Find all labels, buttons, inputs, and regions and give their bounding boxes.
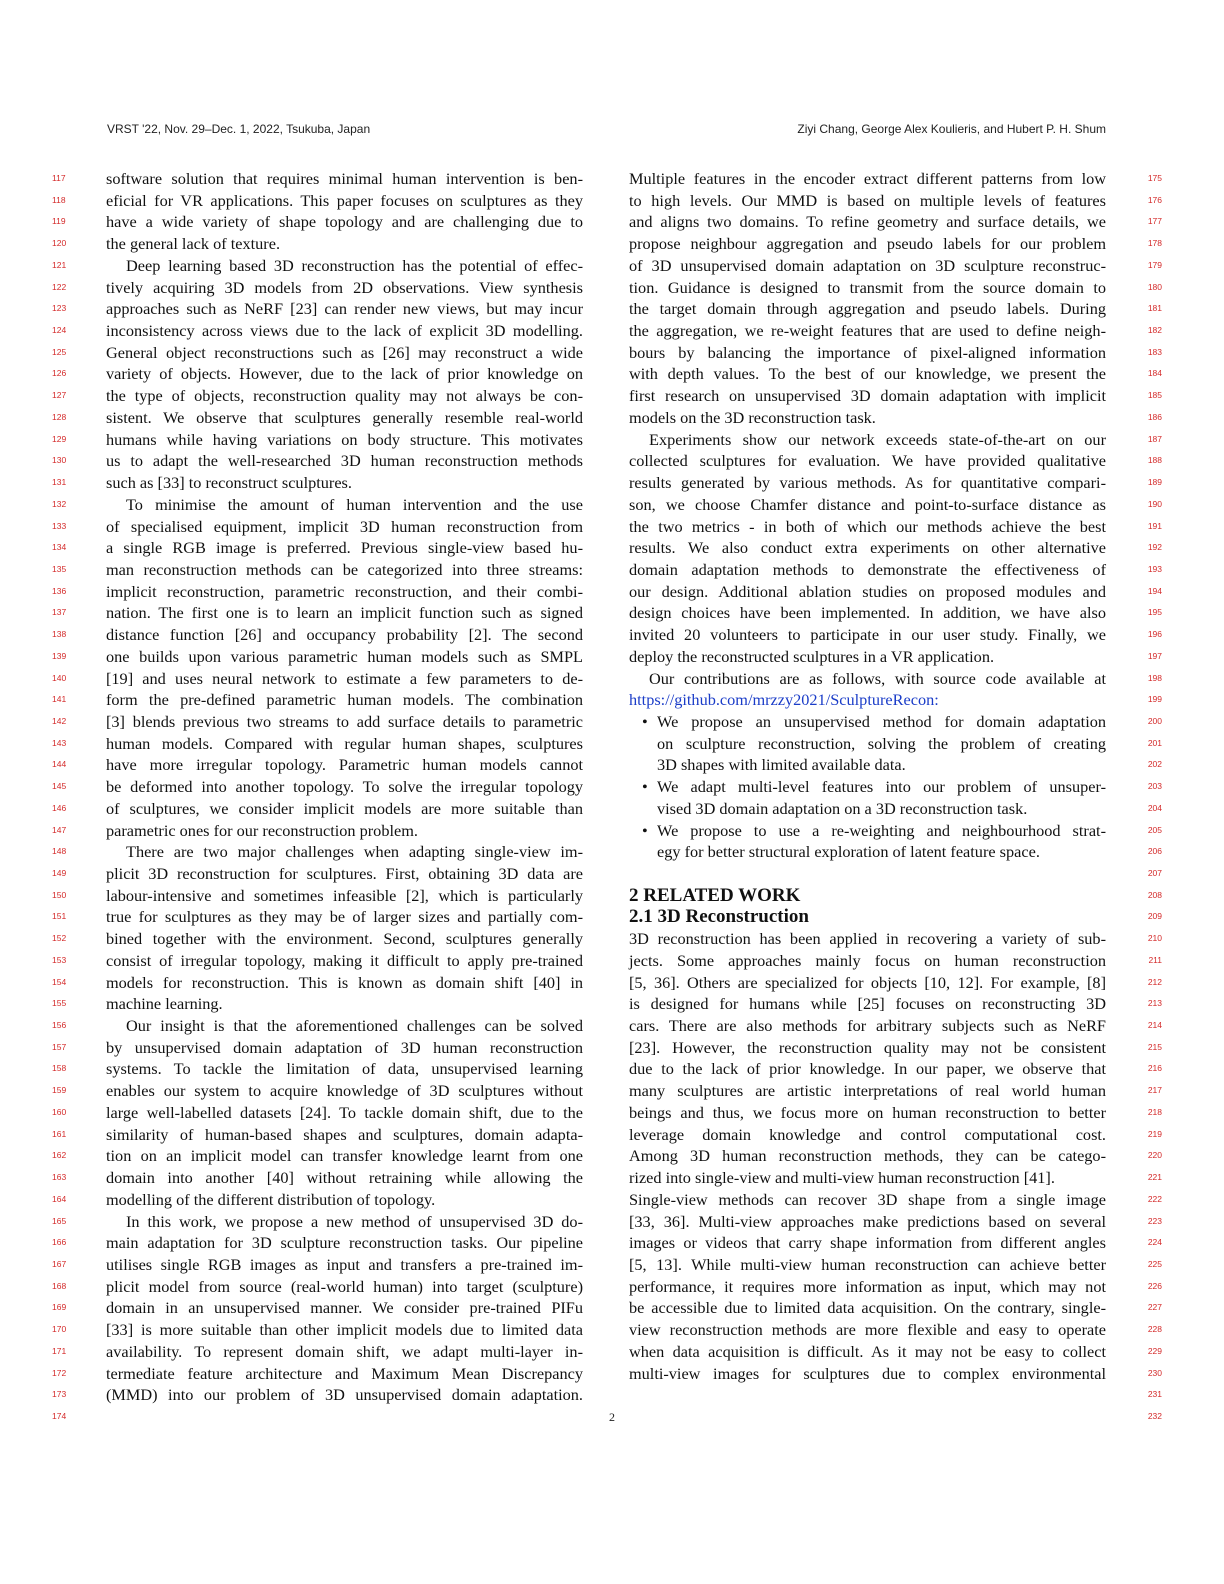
line-number: 225 [1147,1258,1162,1269]
line-number: 121 [52,259,67,270]
subsection-heading: 2.1 3D Reconstruction [629,906,809,928]
line-number: 141 [52,694,67,705]
source-code-link[interactable]: https://github.com/mrzzy2021/SculptureRecon: [629,690,939,710]
line-number: 174 [52,1410,67,1421]
line-number: 215 [1147,1041,1162,1052]
line-number: 199 [1147,694,1162,705]
line-number: 128 [52,411,67,422]
bullet-item [629,776,1106,798]
line-number: 165 [52,1215,67,1226]
line-number: 221 [1147,1172,1162,1183]
line-number: 167 [52,1258,67,1269]
line-number: 187 [1147,433,1162,444]
text-line: with depth values. To the best of our knowledge, we present the [629,364,1106,384]
spacer-line [629,863,1106,885]
text-line: one builds upon various parametric human models such as SMPL [106,646,583,666]
text-line: due to the lack of prior knowledge. In our paper, we observe that [629,1059,1106,1079]
text-line: bined together with the environment. Second, sculptures generally [106,929,583,949]
line-number: 212 [1147,976,1162,987]
text-line: General object reconstructions such as [26] may reconstruct a wide [106,342,583,362]
text-line: and aligns two domains. To refine geometry and surface details, we [629,212,1106,232]
line-number: 176 [1147,194,1162,205]
line-number: 142 [52,715,67,726]
bullet-text: We propose an unsupervised method for domain adaptation [657,711,1106,731]
line-number: 140 [52,672,67,683]
text-line: labour-intensive and sometimes infeasible [2], which is particularly [106,885,583,905]
line-number: 136 [52,585,67,596]
text-line: man reconstruction methods can be categorized into three streams: [106,559,583,579]
text-line: tively acquiring 3D models from 2D observations. View synthesis [106,277,583,297]
text-line: parametric ones for our reconstruction problem. [106,820,418,840]
line-number: 180 [1147,281,1162,292]
text-line: vised 3D domain adaptation on a 3D reconstruction task. [657,798,1028,818]
line-number: 197 [1147,650,1162,661]
text-line: is designed for humans while [25] focuses on reconstructing 3D [629,994,1106,1014]
line-number: 218 [1147,1106,1162,1117]
line-number: 161 [52,1128,67,1139]
text-line: collected sculptures for evaluation. We have provided qualitative [629,451,1106,471]
text-line: us to adapt the well-researched 3D human reconstruction methods [106,451,583,471]
text-line: [19] and uses neural network to estimate a few parameters to de- [106,668,583,688]
line-number: 192 [1147,542,1162,553]
text-line: to high levels. Our MMD is based on multiple levels of features [629,190,1106,210]
line-number: 168 [52,1280,67,1291]
line-number: 166 [52,1237,67,1248]
line-number: 122 [52,281,67,292]
text-line: utilises single RGB images as input and transfers a pre-trained im- [106,1254,583,1274]
text-line: [5, 13]. While multi-view human reconstruction can achieve better [629,1254,1106,1274]
bullet-item [629,711,1106,733]
text-line: a single RGB image is preferred. Previous single-view based hu- [106,538,583,558]
text-line: domain in an unsupervised manner. We consider pre-trained PIFu [106,1298,583,1318]
text-line: Our contributions are as follows, with source code available at [649,668,1106,688]
text-line: images or videos that carry shape information from different angles [629,1233,1106,1253]
line-number: 184 [1147,368,1162,379]
line-number: 134 [52,542,67,553]
text-line: have more irregular topology. Parametric human models cannot [106,755,583,775]
line-number: 200 [1147,715,1162,726]
text-line: cars. There are also methods for arbitrary subjects such as NeRF [629,1016,1106,1036]
line-number: 190 [1147,498,1162,509]
line-number: 191 [1147,520,1162,531]
bullet-icon: • [642,711,648,731]
line-number: 152 [52,933,67,944]
text-line: 3D shapes with limited available data. [657,755,906,775]
line-number: 194 [1147,585,1162,596]
line-number: 135 [52,563,67,574]
line-number: 196 [1147,629,1162,640]
text-line: Among 3D human reconstruction methods, they can be catego- [629,1146,1106,1166]
line-number: 222 [1147,1193,1162,1204]
line-number: 205 [1147,824,1162,835]
line-number: 146 [52,802,67,813]
text-line: similarity of human-based shapes and sculptures, domain adapta- [106,1124,583,1144]
text-line: multi-view images for sculptures due to complex environmental [629,1363,1106,1383]
text-line: plicit model from source (real-world human) into target (sculpture) [106,1276,583,1296]
text-line: the target domain through aggregation and pseudo labels. During [629,299,1106,319]
line-number: 119 [52,216,66,227]
text-line: son, we choose Chamfer distance and point-to-surface distance as [629,494,1106,514]
text-line: beings and thus, we focus more on human reconstruction to better [629,1102,1106,1122]
text-line: of sculptures, we consider implicit models are more suitable than [106,798,583,818]
text-line: eficial for VR applications. This paper focuses on sculptures as they [106,190,583,210]
line-number: 175 [1147,173,1162,183]
text-line: have a wide variety of shape topology and are challenging due to [106,212,583,232]
line-number: 118 [52,194,66,205]
text-line: view reconstruction methods are more flexible and easy to operate [629,1320,1106,1340]
line-number: 147 [52,824,67,835]
line-number: 153 [52,954,67,965]
line-number: 217 [1147,1085,1162,1096]
text-line: true for sculptures as they may be of larger sizes and partially com- [106,907,583,927]
text-line: [5, 36]. Others are specialized for objects [10, 12]. For example, [8] [629,972,1106,992]
text-line: propose neighbour aggregation and pseudo labels for our problem [629,234,1106,254]
running-header-venue: VRST '22, Nov. 29–Dec. 1, 2022, Tsukuba, Japan [107,122,371,136]
text-line: Multiple features in the encoder extract different patterns from low [629,169,1106,188]
line-number: 207 [1147,868,1162,878]
line-numbers-left [52,168,82,1428]
line-number: 151 [52,911,67,922]
left-column [106,168,583,1406]
line-number: 163 [52,1172,67,1183]
text-line: There are two major challenges when adapting single-view im- [126,842,583,862]
text-line: termediate feature architecture and Maximum Mean Discrepancy [106,1363,583,1383]
text-line: the type of objects, reconstruction quality may not always be con- [106,386,583,406]
text-line: machine learning. [106,994,223,1014]
text-line: performance, it requires more information as input, which may not [629,1276,1106,1296]
text-line: approaches such as NeRF [23] can render new views, but may incur [106,299,583,319]
text-line: design choices have been implemented. In addition, we have also [629,603,1106,623]
line-number: 145 [52,781,67,792]
text-line: tion. Guidance is designed to transmit from the source domain to [629,277,1106,297]
text-line: To minimise the amount of human intervention and the use [126,494,583,514]
line-number: 213 [1147,998,1162,1009]
text-line: [23]. However, the reconstruction quality may not be consistent [629,1037,1106,1057]
text-line: rized into single-view and multi-view human reconstruction [41]. [629,1168,1055,1188]
text-line: modelling of the different distribution of topology. [106,1189,436,1209]
text-line: Deep learning based 3D reconstruction has the potential of effec- [126,255,583,275]
text-line: of 3D unsupervised domain adaptation on 3D sculpture reconstruc- [629,255,1106,275]
text-line: first research on unsupervised 3D domain adaptation with implicit [629,386,1106,406]
text-line: results. We also conduct extra experiments on other alternative [629,538,1106,558]
text-line: [33] is more suitable than other implicit models due to limited data [106,1320,583,1340]
text-line: the general lack of texture. [106,234,281,254]
text-line: bours by balancing the importance of pixel-aligned information [629,342,1106,362]
text-line: domain adaptation methods to demonstrate the effectiveness of [629,559,1106,579]
text-line: main adaptation for 3D sculpture reconstruction tasks. Our pipeline [106,1233,583,1253]
text-line: our design. Additional ablation studies on proposed modules and [629,581,1106,601]
line-number: 231 [1147,1389,1162,1400]
line-number: 201 [1147,737,1162,748]
text-line: leverage domain knowledge and control computational cost. [629,1124,1106,1144]
text-line: nation. The first one is to learn an implicit function such as signed [106,603,583,623]
text-line: humans while having variations on body structure. This motivates [106,429,583,449]
line-number: 178 [1147,238,1162,249]
text-line: large well-labelled datasets [24]. To tackle domain shift, due to the [106,1102,583,1122]
text-line: of specialised equipment, implicit 3D human reconstruction from [106,516,583,536]
text-line: results generated by various methods. As for quantitative compari- [629,473,1106,493]
line-number: 211 [1148,954,1162,965]
line-number: 159 [52,1085,67,1096]
text-line: jects. Some approaches mainly focus on human reconstruction [629,950,1106,970]
line-number: 164 [52,1193,67,1204]
text-line: the aggregation, we re-weight features that are used to define neigh- [629,321,1106,341]
line-number: 170 [52,1324,67,1335]
line-number: 158 [52,1063,67,1074]
line-number: 150 [52,889,67,900]
text-line: models for reconstruction. This is known as domain shift [40] in [106,972,583,992]
line-number: 183 [1147,346,1162,357]
line-number: 229 [1147,1345,1162,1356]
line-number: 131 [52,477,67,488]
line-number: 186 [1147,411,1162,422]
line-number: 193 [1147,563,1162,574]
section-heading: 2 RELATED WORK [629,884,801,906]
bullet-text: We propose to use a re-weighting and neighbourhood strat- [657,820,1106,840]
text-line: 3D reconstruction has been applied in recovering a variety of sub- [629,929,1106,949]
line-number: 172 [52,1367,67,1378]
line-number: 127 [52,390,67,401]
text-line: when data acquisition is difficult. As it may not be easy to collect [629,1341,1106,1361]
line-number: 126 [52,368,67,379]
line-number: 123 [52,303,67,314]
line-number: 143 [52,737,67,748]
text-line: human models. Compared with regular human shapes, sculptures [106,733,583,753]
bullet-icon: • [642,820,648,840]
line-number: 125 [52,346,67,357]
line-number: 173 [52,1389,67,1400]
right-column [629,168,1106,1384]
bullet-text: We adapt multi-level features into our problem of unsuper- [657,777,1106,797]
line-number: 208 [1147,889,1162,900]
line-number: 129 [52,433,67,444]
page-number: 2 [609,1410,615,1424]
line-number: 195 [1147,607,1162,618]
line-number: 138 [52,629,67,640]
text-line: domain into another [40] without retraining while allowing the [106,1168,583,1188]
text-line: be accessible due to limited data acquisition. On the contrary, single- [629,1298,1106,1318]
line-number: 227 [1147,1302,1162,1313]
line-number: 155 [52,998,67,1009]
text-line: invited 20 volunteers to participate in our user study. Finally, we [629,625,1106,645]
text-line: implicit reconstruction, parametric reconstruction, and their combi- [106,581,583,601]
line-number: 188 [1147,455,1162,466]
text-line: Our insight is that the aforementioned challenges can be solved [126,1016,583,1036]
text-line: availability. To represent domain shift, we adapt multi-layer in- [106,1341,583,1361]
text-line: Single-view methods can recover 3D shape from a single image [629,1189,1106,1209]
text-line: form the pre-defined parametric human models. The combination [106,690,583,710]
line-number: 198 [1147,672,1162,683]
text-line: plicit 3D reconstruction for sculptures. First, obtaining 3D data are [106,864,583,883]
line-number: 214 [1147,1020,1162,1031]
text-line: deploy the reconstructed sculptures in a VR application. [629,646,995,666]
line-number: 223 [1147,1215,1162,1226]
text-line: egy for better structural exploration of latent feature space. [657,842,1040,862]
text-line: distance function [26] and occupancy probability [2]. The second [106,625,583,645]
line-number: 203 [1147,781,1162,792]
text-line: inconsistency across views due to the lack of explicit 3D modelling. [106,321,583,341]
line-number: 182 [1147,325,1162,336]
line-number: 117 [52,173,66,183]
line-number: 206 [1147,846,1162,857]
text-line: the two metrics - in both of which our methods achieve the best [629,516,1106,536]
line-number: 148 [52,846,67,857]
line-number: 230 [1147,1367,1162,1378]
line-number: 224 [1147,1237,1162,1248]
line-number: 204 [1147,802,1162,813]
line-number: 171 [52,1345,67,1356]
line-number: 169 [52,1302,67,1313]
text-line: In this work, we propose a new method of unsupervised 3D do- [126,1211,583,1231]
text-line: [3] blends previous two streams to add surface details to parametric [106,711,583,731]
bullet-item [629,820,1106,842]
line-number: 130 [52,455,67,466]
text-line: variety of objects. However, due to the lack of prior knowledge on [106,364,583,384]
line-number: 156 [52,1020,67,1031]
bullet-icon: • [642,777,648,797]
text-line [629,689,1106,711]
text-line: sistent. We observe that sculptures generally resemble real-world [106,407,583,427]
line-number: 120 [52,238,67,249]
line-number: 177 [1147,216,1162,227]
line-number: 157 [52,1041,67,1052]
text-line: enables our system to acquire knowledge of 3D sculptures without [106,1081,583,1101]
text-line: models on the 3D reconstruction task. [629,407,876,427]
text-line: on sculpture reconstruction, solving the problem of creating [657,733,1106,753]
line-number: 181 [1147,303,1162,314]
line-number: 133 [52,520,67,531]
text-line: consist of irregular topology, making it difficult to apply pre-trained [106,950,583,970]
line-number: 144 [52,759,67,770]
line-number: 226 [1147,1280,1162,1291]
line-number: 160 [52,1106,67,1117]
line-number: 139 [52,650,67,661]
line-number: 228 [1147,1324,1162,1335]
line-number: 219 [1147,1128,1162,1139]
text-line: be deformed into another topology. To solve the irregular topology [106,777,583,797]
text-line: by unsupervised domain adaptation of 3D human reconstruction [106,1037,583,1057]
line-number: 189 [1147,477,1162,488]
line-number: 132 [52,498,67,509]
running-header-authors: Ziyi Chang, George Alex Koulieris, and Hubert P. H. Shum [797,122,1106,136]
text-line: software solution that requires minimal human intervention is ben- [106,169,583,188]
text-line: Experiments show our network exceeds state-of-the-art on our [649,429,1106,449]
line-numbers-right [1140,168,1162,1428]
line-number: 202 [1147,759,1162,770]
line-number: 179 [1147,259,1162,270]
text-line: systems. To tackle the limitation of data, unsupervised learning [106,1059,583,1079]
text-line: such as [33] to reconstruct sculptures. [106,473,352,493]
line-number: 210 [1147,933,1162,944]
line-number: 209 [1147,911,1162,922]
line-number: 232 [1147,1410,1162,1421]
line-number: 149 [52,868,67,878]
text-line: tion on an implicit model can transfer knowledge learnt from one [106,1146,583,1166]
line-number: 154 [52,976,67,987]
text-line: [33, 36]. Multi-view approaches make predictions based on several [629,1211,1106,1231]
line-number: 220 [1147,1150,1162,1161]
line-number: 216 [1147,1063,1162,1074]
line-number: 124 [52,325,67,336]
text-line: (MMD) into our problem of 3D unsupervised domain adaptation. [106,1385,583,1405]
line-number: 162 [52,1150,67,1161]
line-number: 185 [1147,390,1162,401]
line-number: 137 [52,607,67,618]
text-line: many sculptures are artistic interpretations of real world human [629,1081,1106,1101]
